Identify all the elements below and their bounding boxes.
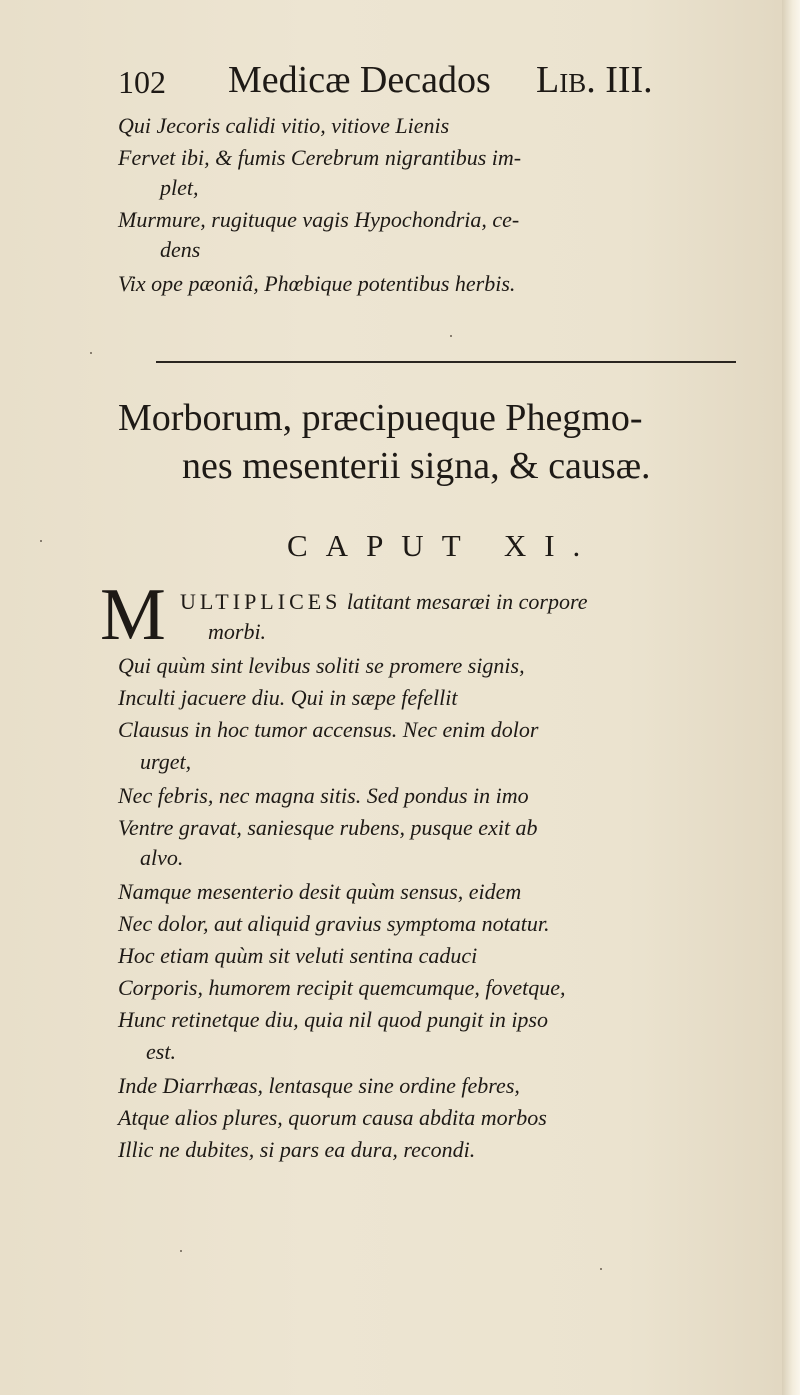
paper-speck <box>180 1250 182 1252</box>
verse-line: Qui quùm sint levibus soliti se promere signis, <box>118 653 525 678</box>
verse-line: urget, <box>140 749 192 774</box>
drop-cap: M <box>100 574 166 656</box>
verse-line: Inculti jacuere diu. Qui in sæpe fefellit <box>118 685 458 710</box>
verse-line: est. <box>146 1039 176 1064</box>
verse-line: ULTIPLICES latitant mesaræi in corpore <box>180 589 588 614</box>
verse-line: Clausus in hoc tumor accensus. Nec enim dolor <box>118 717 539 742</box>
page-gutter <box>782 0 800 1395</box>
verse-line: Ventre gravat, saniesque rubens, pusque exit ab <box>118 815 538 840</box>
running-header <box>118 58 718 108</box>
paper-speck <box>40 540 42 542</box>
verse-line: Nec febris, nec magna sitis. Sed pondus in imo <box>118 783 529 808</box>
verse-line: Atque alios plures, quorum causa abdita morbos <box>118 1105 547 1130</box>
verse-line: dens <box>160 237 201 262</box>
running-title: Medicæ Decados <box>228 59 491 101</box>
verse-line: Murmure, rugituque vagis Hypochondria, ce- <box>118 207 520 232</box>
section-rule <box>156 361 736 363</box>
verse-line: Vix ope pæoniâ, Phœbique potentibus herbis. <box>118 271 516 296</box>
verse-line: Namque mesenterio desit quùm sensus, eidem <box>118 879 522 904</box>
chapter-heading: CAPUT XI. <box>287 528 599 563</box>
book-label: Lib. III. <box>536 59 653 101</box>
verse-line: Fervet ibi, & fumis Cerebrum nigrantibus im- <box>118 145 522 170</box>
verse-line: Corporis, humorem recipit quemcumque, fovetque, <box>118 975 566 1000</box>
verse-line: Hunc retinetque diu, quia nil quod pungit in ipso <box>118 1007 548 1032</box>
verse-line: morbi. <box>208 619 267 644</box>
paper-speck <box>600 1268 602 1270</box>
smallcaps-word: ULTIPLICES <box>180 589 342 614</box>
verse-line: Nec dolor, aut aliquid gravius symptoma notatur. <box>118 911 550 936</box>
verse-line: plet, <box>160 175 199 200</box>
page-number: 102 <box>118 64 166 100</box>
verse-line: Qui Jecoris calidi vitio, vitiove Lienis <box>118 113 450 138</box>
section-title-line-1: Morborum, præcipueque Phegmo- <box>118 397 643 439</box>
verse-line: alvo. <box>140 845 184 870</box>
section-title-line-2: nes mesenterii signa, & causæ. <box>182 445 651 487</box>
verse-line: Hoc etiam quùm sit veluti sentina caduci <box>118 943 478 968</box>
verse-line: Illic ne dubites, si pars ea dura, recondi. <box>118 1137 476 1162</box>
verse-line: Inde Diarrhæas, lentasque sine ordine febres, <box>118 1073 520 1098</box>
paper-speck <box>90 352 92 354</box>
paper-speck <box>450 335 452 337</box>
